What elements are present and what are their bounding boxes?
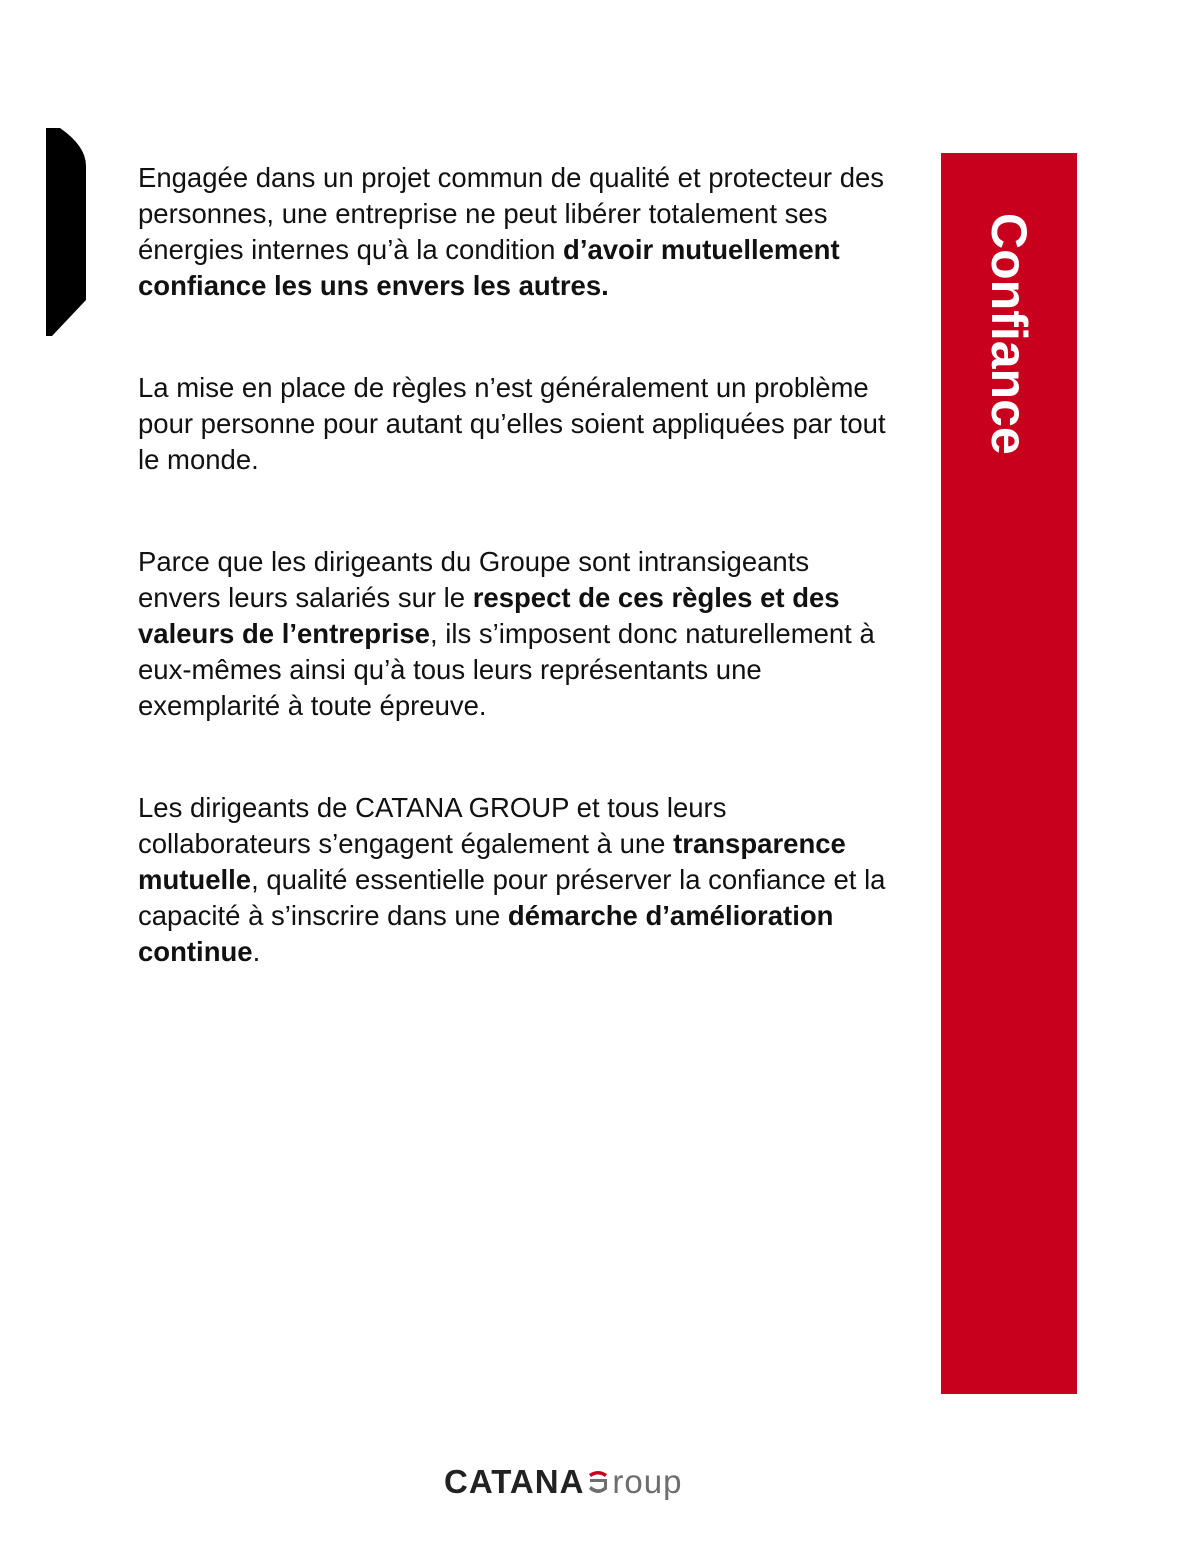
catana-group-logo <box>444 1462 764 1502</box>
logo-sub-text: roup <box>612 1463 683 1500</box>
paragraph-1 <box>138 160 898 304</box>
paragraph-1-bold: d’avoir mutuellement confiance les uns envers les autres. <box>138 234 840 301</box>
paragraph-3 <box>138 544 898 724</box>
left-tab-marker <box>46 128 86 336</box>
paragraph-2 <box>138 370 898 478</box>
section-band <box>941 153 1077 1394</box>
paragraph-4-text-c: . <box>252 936 261 967</box>
paragraph-3-text-b: , ils s’imposent donc naturellement à eux-mêmes ainsi qu’à tous leurs représentants une exemplarité à toute épreuve. <box>138 618 875 721</box>
paragraph-4-text-b: , qualité essentielle pour préserver la confiance et la capacité à s’inscrire dans une <box>138 864 886 931</box>
paragraph-4-bold-b: démarche d’amélioration continue <box>138 900 834 967</box>
paragraph-1-text: Engagée dans un projet commun de qualité et protecteur des personnes, une entreprise ne peut libérer totalement ses énergies internes qu’à la condition <box>138 162 885 265</box>
paragraph-4-bold-a: transparence mutuelle <box>138 828 846 895</box>
paragraph-4-text-a: Les dirigeants de CATANA GROUP et tous leurs collaborateurs s’engagent également à une <box>138 792 727 859</box>
body-text <box>138 160 898 1036</box>
section-title-wrapper <box>941 153 1077 1394</box>
catana-g-mark-icon <box>585 1469 611 1495</box>
paragraph-4 <box>138 790 898 970</box>
logo-main-text: CATANA <box>444 1463 585 1500</box>
section-title: Confiance <box>981 213 1037 455</box>
paragraph-2-text: La mise en place de règles n’est généralement un problème pour personne pour autant qu’elles soient appliquées par tout le monde. <box>138 372 886 475</box>
paragraph-3-text-a: Parce que les dirigeants du Groupe sont intransigeants envers leurs salariés sur le <box>138 546 810 613</box>
paragraph-3-bold: respect de ces règles et des valeurs de l’entreprise <box>138 582 840 649</box>
